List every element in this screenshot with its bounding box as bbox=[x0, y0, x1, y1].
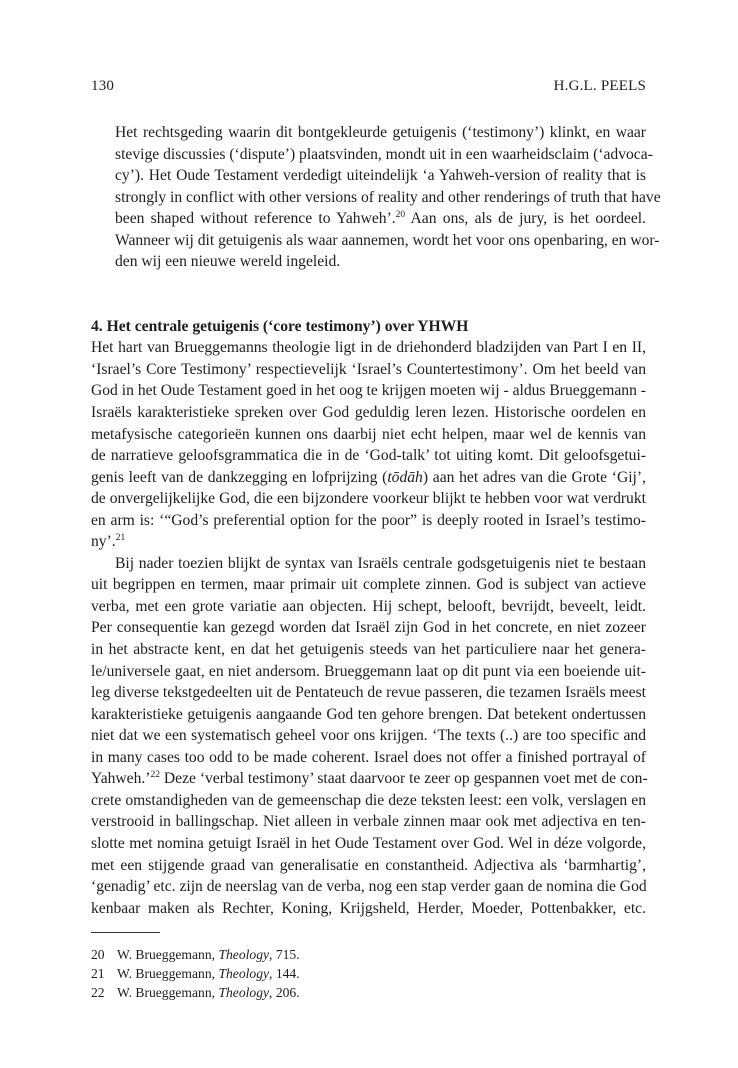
hebrew-term: tōdāh bbox=[387, 468, 423, 486]
text-line: Yahweh.’$^{22}$ Deze ‘verbal testimony’ staat daarvoor te zeer op gespannen voet met de con- bbox=[91, 770, 648, 788]
paragraph-1 bbox=[91, 122, 661, 273]
text-line: Het rechtsgeding waarin dit bontgekleurde getuigenis (‘testimony’) klinkt, en waar bbox=[115, 124, 646, 141]
footnote-ref-20[interactable]: 20 bbox=[395, 210, 406, 220]
section-heading: 4. Het centrale getuigenis (‘core testimony’) over YHWH bbox=[91, 317, 469, 335]
text-line: niet dat we een systematisch geheel voor ons krijgen. ‘The texts (..) are too specific and bbox=[91, 727, 646, 745]
text-line: Bij nader toezien blijkt de syntax van Israëls centrale godsgetuigenis niet te bestaan bbox=[115, 554, 646, 572]
text-line: in het abstracte kent, en dat het getuigenis steeds van het particuliere naar het genera- bbox=[91, 641, 646, 659]
text-line: stevige discussies (‘dispute’) plaatsvinden, mondt uit in een waarheidsclaim (‘advoca- bbox=[115, 145, 653, 163]
text-line: verba, met een grote variatie aan objecten. Hij schept, belooft, bevrijdt, beveelt, leidt. bbox=[91, 597, 646, 615]
text-line: Het hart van Brueggemanns theologie ligt in de driehonderd bladzijden van Part I en II, bbox=[91, 339, 646, 357]
text-line: metafysische categorieën kunnen ons daarbij niet echt helpen, maar wel de kennis van bbox=[91, 425, 646, 443]
text-line: cy’). Het Oude Testament verdedigt uiteindelijk ‘a Yahweh-version of reality that is bbox=[115, 167, 646, 185]
paragraph-2 bbox=[91, 337, 646, 552]
footnote-ref-21[interactable]: 21 bbox=[115, 533, 126, 544]
text-line: slotte met nomina getuigt Israël in het Oude Testament over God. Wel in déze volgorde, bbox=[91, 834, 646, 852]
text-line: leg diverse tekstgedeelten uit de Pentateuch de revue passeren, die tezamen Israëls meest bbox=[91, 684, 646, 702]
paragraph-3 bbox=[91, 553, 646, 919]
text-line: Per consequentie kan gezegd worden dat Israël zijn God in het concrete, en niet zozeer bbox=[91, 619, 646, 637]
footnote-22: 22 W. Brueggemann, Theology, 206. bbox=[91, 985, 300, 1000]
body-text bbox=[91, 122, 661, 919]
text-line: in many cases too odd to be made coherent. Israel does not offer a finished portrayal of bbox=[91, 748, 646, 766]
text-line: ‘Israel’s Core Testimony’ respectievelijk ‘Israel’s Countertestimony’. Om het beeld van bbox=[91, 360, 646, 378]
text-line: uit begrippen en termen, maar primair uit complete zinnen. God is subject van actieve bbox=[91, 576, 646, 594]
text-line: crete omstandigheden van de gemeenschap die deze teksten leest: een volk, verslagen en bbox=[91, 791, 646, 809]
text-line: strongly in conflict with other versions of reality and other renderings of truth that have bbox=[115, 188, 661, 206]
text-line: den wij een nieuwe wereld ingeleid. bbox=[115, 253, 341, 271]
text-line: kenbaar maken als Rechter, Koning, Krijgsheld, Herder, Moeder, Pottenbakker, etc. bbox=[91, 899, 646, 917]
text-line: de onvergelijkelijke God, die een bijzondere voorkeur blijkt te hebben voor wat verdrukt bbox=[91, 490, 646, 508]
footnote-divider bbox=[91, 932, 160, 933]
text-line: verstrooid in ballingschap. Niet alleen in verbale zinnen maar ook met adjectiva en ten- bbox=[91, 813, 646, 831]
footnote-21: 21 W. Brueggemann, Theology, 144. bbox=[91, 966, 300, 981]
text-line: Wanneer wij dit getuigenis als waar aannemen, wordt het voor ons openbaring, en wor- bbox=[115, 231, 660, 249]
running-head: H.G.L. PEELS bbox=[553, 78, 646, 94]
footnote-ref-22[interactable]: 22 bbox=[150, 770, 160, 781]
text-line: karakteristieke getuigenis aangaande God ten gehore brengen. Dat betekent ondertussen bbox=[91, 705, 646, 723]
text-line: met een stijgende graad van generalisatie en constantheid. Adjectiva als ‘barmhartig’, bbox=[91, 856, 646, 874]
text-line: Israëls karakteristieke spreken over God geduldig leren lezen. Historische oordelen en bbox=[91, 404, 646, 422]
text-line: ny’.$^{21}$ bbox=[91, 533, 126, 551]
footnote-20: 20 W. Brueggemann, Theology, 715. bbox=[91, 947, 300, 962]
text-line: been shaped without reference to Yahweh’.$^{20}$ Aan ons, als de jury, is het oordeel. bbox=[115, 210, 646, 228]
text-line: de narratieve geloofsgrammatica die in de ‘God-talk’ tot uiting komt. Dit geloofsgetui- bbox=[91, 447, 646, 465]
text-line: genis leeft van de dankzegging en lofprijzing (tōdāh) aan het adres van die Grote ‘Gij’, bbox=[91, 468, 646, 486]
text-line: le/universele gaat, en niet andersom. Brueggemann laat op dit punt via een boeiende uit- bbox=[91, 662, 646, 680]
text-line: ‘genadig’ etc. zijn de neerslag van de verba, nog een stap verder gaan de nomina die God bbox=[91, 878, 647, 896]
text-line: God in het Oude Testament goed in het oog te krijgen moeten wij - aldus Brueggemann - bbox=[91, 382, 646, 400]
text-line: en arm is: ‘“God’s preferential option for the poor” is deeply rooted in Israel’s testimo- bbox=[91, 511, 646, 529]
page-number: 130 bbox=[91, 78, 115, 94]
